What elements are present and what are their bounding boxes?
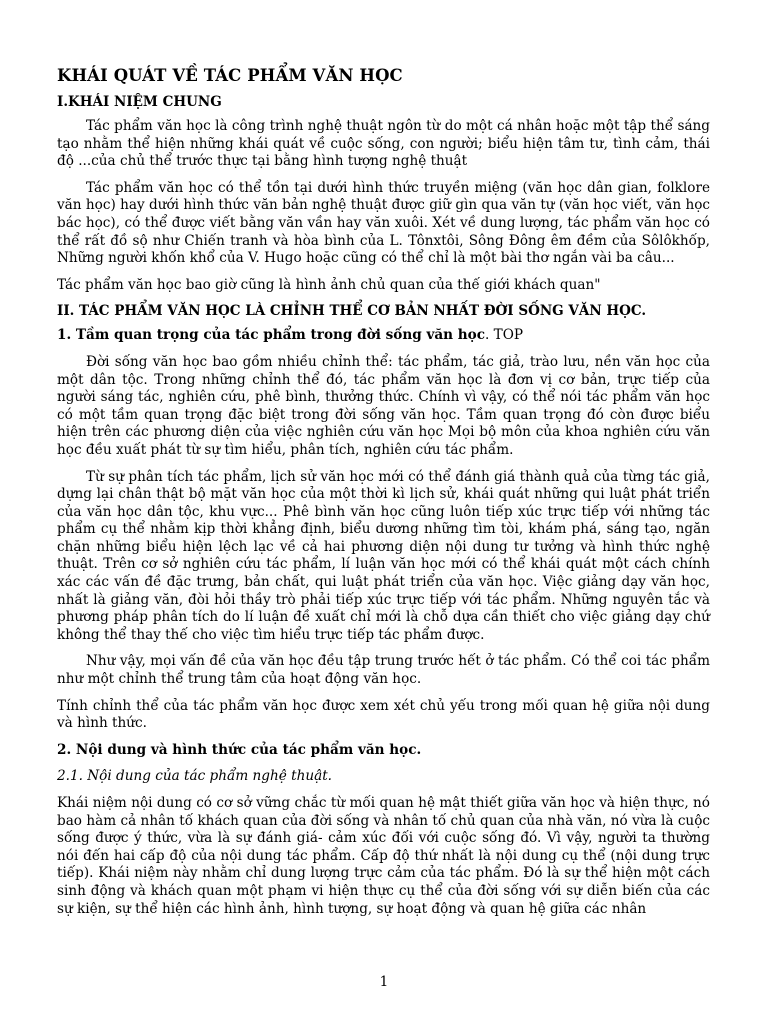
paragraph: Từ sự phân tích tác phẩm, lịch sử văn học mới có thể đánh giá thành quả của từng tác giả, dựng lại chân thật bộ mặt văn học của một thời kì lịch sử, khái quát những qui luật phát triển của văn học dân tộc, khu vực... Phê bình văn học cũng luôn tiếp xúc trực tiếp với những tác phẩm cụ thể nhằm kịp thời khẳng định, biểu dương những tìm tòi, khám phá, sáng tạo, ngăn chặn những biểu hiện lệch lạc về cả hai phương diện nội dung tư tưởng và hình thức nghệ thuật. Trên cơ sở nghiên cứu tác phẩm, lí luận văn học mới có thể khái quát một cách chính xác các vấn đề đặc trưng, bản chất, qui luật phát triển của văn học. Việc giảng dạy văn học, nhất là giảng văn, đòi hỏi thầy trò phải tiếp xúc trực tiếp với tác phẩm. Những nguyên tắc và phương pháp phân tích do lí luận đề xuất chỉ mới là chỗ dựa cần thiết cho việc giảng dạy chứ không thể thay thế cho việc tìm hiểu trực tiếp tác phẩm được. xyxy=(57,468,710,643)
paragraph: Như vậy, mọi vấn đề của văn học đều tập trung trước hết ở tác phẩm. Có thể coi tác phẩm như một chỉnh thể trung tâm của hoạt động văn học. xyxy=(57,653,710,688)
subsection-2-1-heading: 2.1. Nội dung của tác phẩm nghệ thuật. xyxy=(57,768,332,785)
paragraph: Tác phẩm văn học bao giờ cũng là hình ảnh chủ quan của thế giới khách quan" xyxy=(57,276,601,293)
section-1-heading: I.KHÁI NIỆM CHUNG xyxy=(57,94,222,110)
subsection-1-title: 1. Tầm quan trọng của tác phẩm trong đời sống văn học xyxy=(57,327,486,344)
paragraph: Tác phẩm văn học có thể tồn tại dưới hình thức truyền miệng (văn học dân gian, folklore văn học) hay dưới hình thức văn bản nghệ thuật được giữ gìn qua văn tự (văn học viết, văn học bác học), có thể được viết bằng văn vần hay văn xuôi. Xét về dung lượng, tác phẩm văn học có thể rất đồ sộ như Chiến tranh và hòa bình của L. Tônxtôi, Sông Đông êm đềm của Sôlôkhốp, Những người khốn khổ của V. Hugo hoặc cũng có thể chỉ là một bài thơ ngắn vài ba câu... xyxy=(57,179,710,267)
top-link[interactable]: . TOP xyxy=(485,327,524,344)
paragraph: Tính chỉnh thể của tác phẩm văn học được xem xét chủ yếu trong mối quan hệ giữa nội dung và hình thức. xyxy=(57,697,710,732)
page-number: 1 xyxy=(379,974,389,990)
subsection-2-title: 2. Nội dung và hình thức của tác phẩm văn học. xyxy=(57,741,422,758)
subsection-2-heading xyxy=(57,742,710,760)
paragraph: Khái niệm nội dung có cơ sở vững chắc từ mối quan hệ mật thiết giữa văn học và hiện thực, nó bao hàm cả nhân tố khách quan của đời sống và nhân tố chủ quan của nhà văn, nó vừa là cuộc sống được ý thức, vừa là sự đánh giá- cảm xúc đối với cuộc sống đó. Vì vậy, người ta thường nói đến hai cấp độ của nội dung tác phẩm. Cấp độ thứ nhất là nội dung cụ thể (nội dung trực tiếp). Khái niệm này nhằm chỉ dung lượng trực cảm của tác phẩm. Đó là sự thể hiện một cách sinh động và khách quan một phạm vi hiện thực cụ thể của đời sống với sự diễn biến của các sự kiện, sự thể hiện các hình ảnh, hình tượng, sự hoạt động và quan hệ giữa các nhân xyxy=(57,795,710,917)
paragraph: Đời sống văn học bao gồm nhiều chỉnh thể: tác phẩm, tác giả, trào lưu, nền văn học của một dân tộc. Trong những chỉnh thể đó, tác phẩm văn học là đơn vị cơ bản, trực tiếp của người sáng tác, nghiên cứu, phê bình, thưởng thức. Chính vì vậy, có thể nói tác phẩm văn học có một tầm quan trọng đặc biệt trong đời sống văn học. Tầm quan trọng đó còn được biểu hiện trên các phương diện của việc nghiên cứu văn học Mọi bộ môn của khoa nghiên cứu văn học đều xuất phát từ sự tìm hiểu, phân tích, nghiên cứu tác phẩm. xyxy=(57,353,710,458)
paragraph: Tác phẩm văn học là công trình nghệ thuật ngôn từ do một cá nhân hoặc một tập thể sáng tạo nhằm thể hiện những khái quát về cuộc sống, con người; biểu hiện tâm tư, tình cảm, thái độ ...của chủ thể trước thực tại bằng hình tượng nghệ thuật xyxy=(57,118,710,170)
subsection-1-heading xyxy=(57,327,710,345)
section-2-heading: II. TÁC PHẨM VĂN HỌC LÀ CHỈNH THỂ CƠ BẢN NHẤT ĐỜI SỐNG VĂN HỌC. xyxy=(57,303,647,320)
document-title: KHÁI QUÁT VỀ TÁC PHẨM VĂN HỌC xyxy=(57,66,403,85)
